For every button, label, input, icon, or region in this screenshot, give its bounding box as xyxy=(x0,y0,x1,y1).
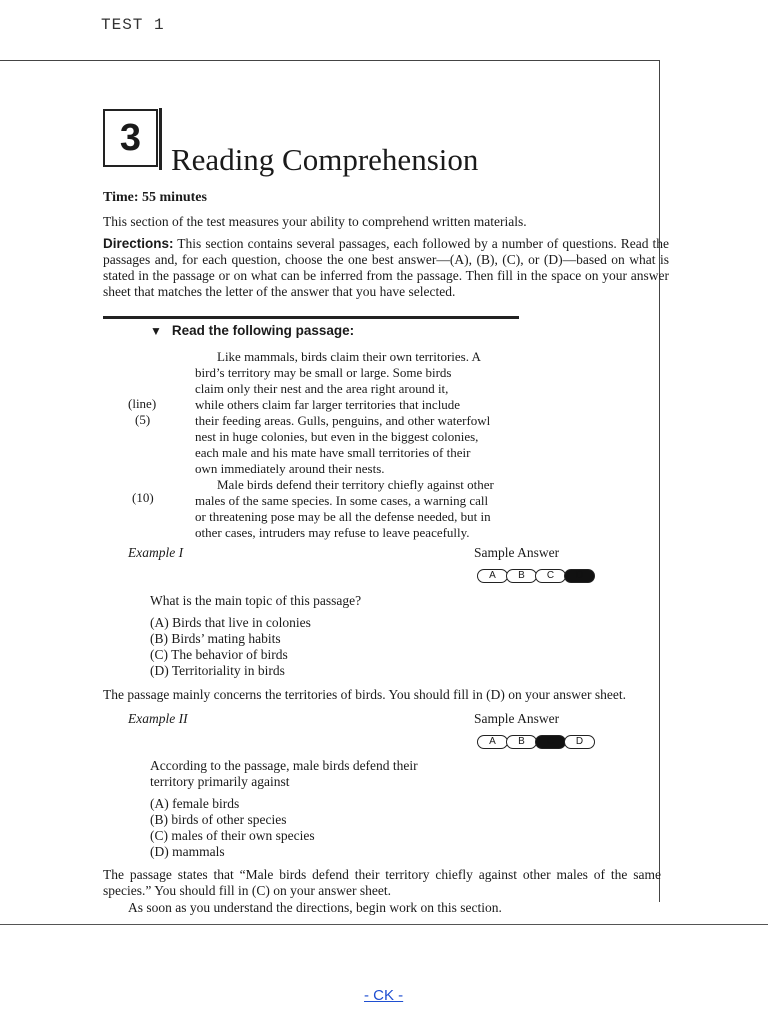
directions xyxy=(103,236,669,300)
passage-text xyxy=(195,349,535,541)
section-intro: This section of the test measures your ability to comprehend written materials. xyxy=(103,214,527,229)
line-marker-5: (5) xyxy=(135,412,151,427)
directions-label: Directions: xyxy=(103,236,174,251)
example-1-answer-bubbles xyxy=(477,569,593,583)
example-1-explanation: The passage mainly concerns the territories of birds. You should fill in (D) on your answer sheet. xyxy=(103,687,627,702)
passage-line: each male and his mate have small territories of their xyxy=(195,445,471,460)
example-1-option: (A) Birds that live in colonies xyxy=(150,615,311,630)
time-value: 55 minutes xyxy=(142,190,207,205)
answer-bubble-c: C xyxy=(535,569,566,583)
answer-bubble-b: B xyxy=(506,735,537,749)
example-2-option: (A) female birds xyxy=(150,796,240,811)
answer-bubble-c-filled: C xyxy=(535,735,566,749)
example-1-option: (C) The behavior of birds xyxy=(150,647,288,662)
line-marker-label: (line) xyxy=(128,396,157,411)
answer-bubble-d-filled: D xyxy=(564,569,595,583)
example-1-label: Example I xyxy=(128,545,184,560)
passage-line: nest in huge colonies, but even in the biggest colonies, xyxy=(195,429,479,444)
ck-footer-link[interactable]: - CK - xyxy=(364,987,404,1004)
example-1-sample-label: Sample Answer xyxy=(474,545,560,560)
example-2-question: According to the passage, male birds defend their xyxy=(150,758,418,773)
passage-line: Male birds defend their territory chiefly against other xyxy=(217,477,494,492)
time-label: Time: xyxy=(103,190,139,205)
line-marker-10: (10) xyxy=(132,490,154,505)
example-2-option: (B) birds of other species xyxy=(150,812,287,827)
time-limit xyxy=(103,190,207,206)
answer-bubble-a: A xyxy=(477,569,508,583)
example-1-option: (D) Territoriality in birds xyxy=(150,663,285,678)
directions-text: This section contains several passages, each followed by a number of questions. Read the passages and, for each question, choose the one best answer—(A), (B), (C), or (D)—based on what is stated in the passage or on what can be inferred from the passage. Then fill in the space on your answer sheet that matches the letter of the answer that you have selected. xyxy=(103,236,669,299)
passage-line: while others claim far larger territories that include xyxy=(195,397,461,412)
page-top-rule xyxy=(0,60,660,61)
example-2-label: Example II xyxy=(128,711,188,726)
example-2-question-cont: territory primarily against xyxy=(150,774,290,789)
answer-bubble-b: B xyxy=(506,569,537,583)
example-1-option: (B) Birds’ mating habits xyxy=(150,631,281,646)
answer-bubble-d: D xyxy=(564,735,595,749)
passage-line: bird’s territory may be small or large. Some birds xyxy=(195,365,452,380)
passage-line: own immediately around their nests. xyxy=(195,461,385,476)
example-2-sample-label: Sample Answer xyxy=(474,711,560,726)
passage-heading xyxy=(150,323,354,338)
passage-line: or threatening pose may be all the defense needed, but in xyxy=(195,509,491,524)
example-2-option: (C) males of their own species xyxy=(150,828,315,843)
example-2-option: (D) mammals xyxy=(150,844,225,859)
section-title: Reading Comprehension xyxy=(171,142,479,177)
passage-heading-text: Read the following passage: xyxy=(171,323,355,338)
test-header: TEST 1 xyxy=(101,16,165,34)
passage-line: other cases, intruders may refuse to leave peacefully. xyxy=(195,525,470,540)
closing-instruction: As soon as you understand the directions, begin work on this section. xyxy=(128,900,502,915)
triangle-down-icon: ▼ xyxy=(150,324,162,338)
section-number-box: 3 xyxy=(103,109,158,167)
passage-line: claim only their nest and the area right around it, xyxy=(195,381,449,396)
answer-bubble-a: A xyxy=(477,735,508,749)
section-box-shadow xyxy=(159,108,162,170)
example-2-answer-bubbles xyxy=(477,735,593,749)
passage-line: Like mammals, birds claim their own territories. A xyxy=(217,349,481,364)
example-2-explanation: The passage states that “Male birds defend their territory chiefly against other males of the same species.” You should fill in (C) on your answer sheet. xyxy=(103,867,661,898)
example-1-question: What is the main topic of this passage? xyxy=(150,593,362,608)
passage-divider xyxy=(103,316,519,319)
passage-line: males of the same species. In some cases, a warning call xyxy=(195,493,489,508)
passage-line: their feeding areas. Gulls, penguins, and other waterfowl xyxy=(195,413,491,428)
page-bottom-rule xyxy=(0,924,768,925)
page-right-rule xyxy=(659,60,660,902)
